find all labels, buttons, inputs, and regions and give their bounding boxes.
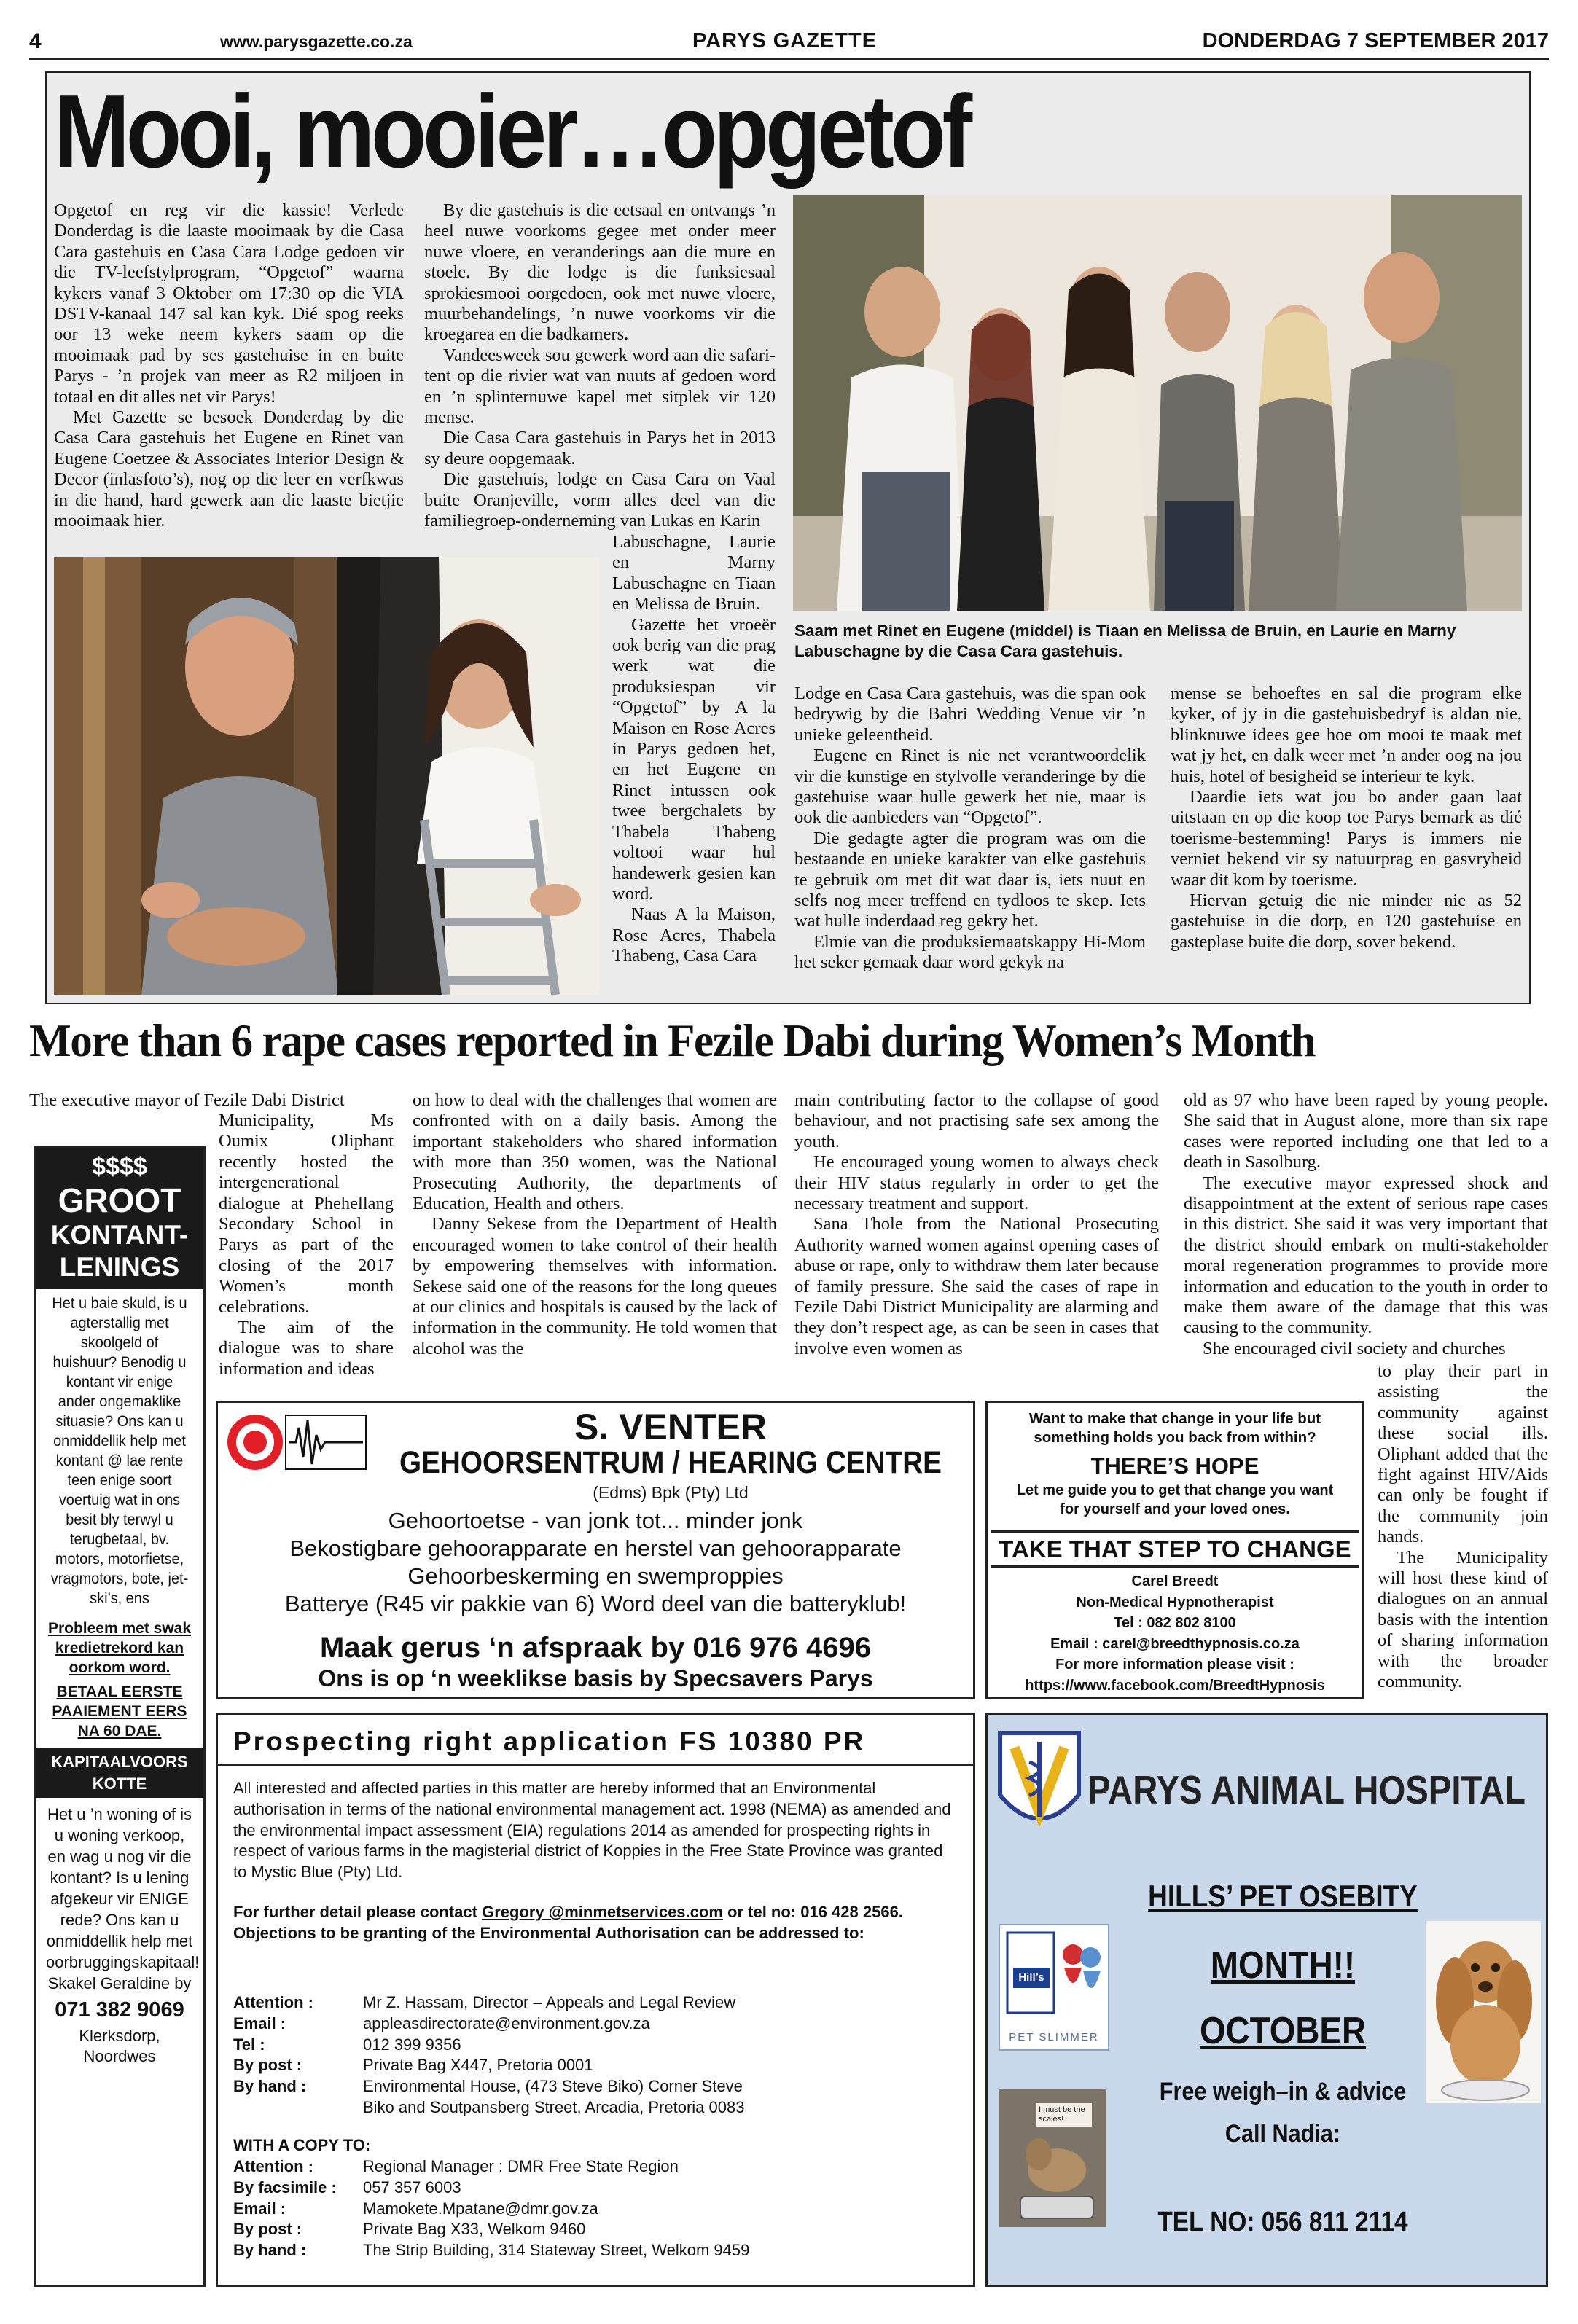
pr-row — [233, 2156, 962, 2178]
pr-value: Private Bag X33, Welkom 9460 — [363, 2220, 586, 2239]
rape-p9: The executive mayor expressed shock and disappointment at the extent of serious rape cases in this district. She said it was very important that the district should embark on multi-stakeholder moral regeneration programmes to provide more information and education to the youth in order to make them aware of the damage that this was causing to the community. — [1184, 1173, 1548, 1338]
photo-rinet-art — [337, 557, 599, 995]
prospecting-title-rule — [217, 1764, 974, 1766]
loan-phone: 071 382 9069 — [55, 1998, 184, 2022]
prospecting-copy-heading: WITH A COPY TO: — [233, 2136, 371, 2154]
rape-p11: to play their part in assisting the community against these social ills. Oliphant added that the fight against HIV/Aids can only be fought if the community join hands. — [1378, 1361, 1548, 1547]
hearing-lines — [219, 1507, 972, 1618]
hypno-title: Non-Medical Hypnotherapist — [1076, 1594, 1274, 1611]
rape-p3: on how to deal with the challenges that women are confronted with on a daily basis. Among the important stakeholders who shared information with more than 350 women, was the National Prosecuting Authority, the departments of Education, Health and others. — [413, 1090, 777, 1214]
feature-headline: Mooi, mooier…opgetof — [54, 74, 969, 189]
pr-value: Mr Z. Hassam, Director – Appeals and Legal Review — [363, 1993, 736, 2011]
dog-scale-note: I must be the scales! — [1036, 2103, 1092, 2127]
pr-label: By post : — [233, 2056, 302, 2075]
pr-row — [233, 2240, 962, 2261]
dog-on-scale-art — [999, 2089, 1106, 2227]
loan-town: Klerksdorp, Noordwes — [79, 2027, 160, 2065]
prospecting-rows-1 — [233, 1992, 962, 2118]
rape-col-2 — [413, 1090, 777, 1359]
pr-value: Mamokete.Mpatane@dmr.gov.za — [363, 2199, 598, 2218]
hypno-email: Email : carel@breedthypnosis.co.za — [1050, 1635, 1300, 1652]
feature-p5: Die Casa Cara gastehuis in Parys het in 2013 sy deure oopgemaak. — [424, 428, 776, 469]
hypno-name: Carel Breedt — [1131, 1573, 1219, 1589]
pr-label: By hand : — [233, 2077, 307, 2096]
loan-pay: BETAAL EERSTE PAAIEMENT EERS NA 60 DAE. — [52, 1683, 187, 1740]
animal-call: Call Nadia: — [1224, 2120, 1341, 2148]
header-rule — [29, 58, 1549, 60]
pr-row — [233, 2014, 962, 2035]
loan-ad — [34, 1146, 206, 2287]
hills-slimmer: PET SLIMMER — [1009, 2031, 1099, 2043]
dog-scale-photo — [999, 2089, 1106, 2227]
feature-p10: Lodge en Casa Cara gastehuis, was die span ook bedrywig by die Bahri Wedding Venue vir ’n unieke geleentheid. — [794, 684, 1146, 745]
prospecting-title: Prospecting right application FS 10380 PR — [233, 1726, 866, 1756]
hearing-centre: GEHOORSENTRUM / HEARING CENTRE — [399, 1445, 942, 1480]
feature-p16: Hiervan getuig die nie minder nie as 52 gastehuise in die dorp, en 120 gastehuise en gasteplase buite die dorp, sover bekend. — [1171, 891, 1522, 952]
animal-month: MONTH!! — [1210, 1944, 1356, 1987]
rape-p2: The aim of the dialogue was to share information and ideas — [219, 1318, 394, 1379]
website: www.parysgazette.co.za — [220, 32, 413, 51]
loan-groot: GROOT — [58, 1181, 181, 1219]
feature-col-4 — [1171, 684, 1522, 952]
hypno-question: Want to make that change in your life but something holds you back from within? — [1028, 1410, 1321, 1446]
rape-p12: The Municipality will host these kind of dialogues on an annual basis with the intention of sharing information with the broader community. — [1378, 1547, 1548, 1692]
animal-hills: HILLS’ PET OSEBITY — [1148, 1879, 1418, 1913]
loan-ad-banner — [36, 1148, 203, 1289]
issue-date: DONDERDAG 7 SEPTEMBER 2017 — [1202, 29, 1549, 52]
feature-col-3 — [794, 684, 1146, 974]
rape-headline: More than 6 rape cases reported in Fezile Dabi during Women’s Month — [29, 1014, 1316, 1066]
pr-label: By facsimile : — [233, 2178, 337, 2196]
pr-label: By post : — [233, 2220, 302, 2239]
feature-p12: Die gedagte agter die program was om die bestaande en unieke karakter van elke gastehuis te gebruik om met dit wat daar is, iets nuut en selfs nog meer treffend en tydloos te skep. Iets wat hulle inderdaad reg gekry het. — [794, 828, 1146, 931]
feature-p2: Met Gazette se besoek Donderdag by die Casa Cara gastehuis het Eugene en Rinet van Eugene Coetzee & Associates Interior Design & Decor (inlasfoto’s), nog op die leer en verfkwas in die hand, hard gewerk aan die laaste bietjie mooimaak hier. — [54, 407, 404, 531]
feature-p11: Eugene en Rinet is nie net verantwoordelik vir die kunstige en stylvolle veranderinge by die gastehuise waar hulle gewerk het nie, maar is ook die aanbieders van “Opgetof”. — [794, 746, 1146, 828]
pr-label: Attention : — [233, 2157, 313, 2175]
prospecting-contact-post: or tel no: 016 428 2566. Objections to be granting of the Environmental Authorisation can be addressed to: — [233, 1903, 903, 1942]
pr-value: appleasdirectorate@environment.gov.za — [363, 2014, 650, 2032]
pr-row — [233, 2035, 962, 2056]
hypno-rule-top — [991, 1530, 1359, 1533]
loan-lenings: LENINGS — [59, 1252, 180, 1282]
pr-value: Private Bag X447, Pretoria 0001 — [363, 2056, 593, 2075]
rape-col-1-top: The executive mayor of Fezile Dabi District — [29, 1090, 345, 1110]
pr-value: 012 399 9356 — [363, 2035, 461, 2054]
animal-free: Free weigh–in & advice — [1159, 2078, 1407, 2105]
hypno-contact — [988, 1571, 1362, 1696]
animal-title: PARYS ANIMAL HOSPITAL — [1087, 1767, 1526, 1812]
rape-p4: Danny Sekese from the Department of Health encouraged women to take control of their health by empowering themselves with information. Sekese said one of the reasons for the long queues at our clinics and hospitals is caused by the lack of information in the community. He told women that alcohol was the — [413, 1214, 777, 1358]
feature-p6: Die gastehuis, lodge en Casa Cara on Vaal buite Oranjeville, vorm alles deel van die familiegroep-onderneming van Lukas en Karin — [424, 469, 776, 531]
feature-col-2-narrow — [612, 532, 776, 967]
loan-body-1: Het u baie skuld, is u agterstallig met skoolgeld of huishuur? Benodig u kontant vir enige ander ongemaklike situasie? Ons kan u onmiddellik help met kontant @ lae rente teen enige soort voertuig wat in ons besit bly terwyl u terugbetaal, bv. motors, motorfietse, vragmotors, bote, jet-ski’s, ens — [50, 1295, 189, 1607]
feature-p1: Opgetof en reg vir die kassie! Verlede Donderdag is die laaste mooimaak by die Casa Cara gastehuis en Casa Cara Lodge gedoen vir die TV-leefstylprogram, “Opgetof” waarna kykers vanaf 3 Oktober om 17:30 op die VIA DSTV-kanaal 147 sal kan kyk. Dié spog reeks oor 13 weke neem kykers saam op die mooimaak pad by ses gastehuise in en buite Parys - ’n projek van meer as R2 miljoen in totaal en dit alles net vir Parys! — [54, 200, 404, 407]
pr-value: 057 357 6003 — [363, 2178, 461, 2196]
hearing-logo — [223, 1409, 369, 1475]
hearing-name: S. VENTER — [574, 1406, 767, 1447]
group-photo — [793, 195, 1522, 611]
pr-label: Email : — [233, 2014, 286, 2032]
hypno-guide: Let me guide you to get that change you want for yourself and your loved ones. — [1016, 1482, 1334, 1517]
inset-photo-rinet — [337, 557, 599, 995]
vet-logo — [993, 1726, 1086, 1842]
rape-p1: Municipality, Ms Oumix Oliphant recently hosted the intergenerational dialogue at Phehellang Secondary School in Parys as part of the closing of the 2017 Women’s month celebrations. — [219, 1111, 394, 1317]
group-photo-caption: Saam met Rinet en Eugene (middel) is Tiaan en Melissa de Bruin, en Laurie en Marny Labuschagne by die Casa Cara gastehuis. — [794, 622, 1456, 660]
loan-kontant: KONTANT- — [50, 1220, 189, 1250]
hypno-more: For more information please visit : — [1055, 1656, 1294, 1672]
spaniel-art — [1426, 1921, 1541, 2103]
loan-body-2: Het u ’n woning of is u woning verkoop, en wag u nog vir die kontant? Is u lening afgekeur vir ENIGE rede? Ons kan u onmiddellik help met oorbruggingskapitaal! Skakel Geraldine by — [46, 1805, 200, 1992]
inset-photo-eugene — [54, 557, 349, 995]
hills-pets-icon — [1000, 1925, 1108, 2027]
pr-row — [233, 2199, 962, 2220]
rape-p10: She encouraged civil society and churches — [1203, 1338, 1506, 1358]
prospecting-contact-email[interactable]: Gregory @minmetservices.com — [482, 1903, 723, 1921]
loan-dollars: $$$$ — [92, 1153, 147, 1181]
pr-value: Environmental House, (473 Steve Biko) Corner Steve Biko and Soutpansberg Street, Arcadia, Pretoria 0083 — [363, 2077, 745, 2116]
rape-p7: Sana Thole from the National Prosecuting Authority warned women against opening cases of abuse or rape, only to withdraw them later because of family pressure. She said the cases of rape in Fezile Dabi District Municipality are alarming and they don’t respect age, as can be seen in cases that involve even women as — [794, 1214, 1159, 1358]
pr-row — [233, 2055, 962, 2076]
feature-p13: Elmie van die produksiemaatskappy Hi-Mom het seker gemaak daar word gekyk na — [794, 931, 1146, 973]
hearing-line-2: Bekostigbare gehoorapparate en herstel van gehoorapparate — [289, 1535, 902, 1561]
hypno-url: https://www.facebook.com/BreedtHypnosis — [1025, 1677, 1325, 1694]
group-photo-art — [793, 195, 1522, 611]
hearing-line-4: Batterye (R45 vir pakkie van 6) Word deel van die batteryklub! — [284, 1591, 907, 1616]
hills-brand: Hill’s — [1013, 1968, 1050, 1988]
rape-p8: old as 97 who have been raped by young people. She said that in August alone, more than six rape cases were reported including one that led to a death in Sasolburg. — [1184, 1090, 1548, 1173]
animal-tel: TEL NO: 056 811 2114 — [1157, 2207, 1408, 2237]
feature-col-2 — [424, 200, 776, 532]
rape-col-3 — [794, 1090, 1159, 1359]
hearing-ear-icon — [223, 1409, 369, 1475]
vet-shield-icon — [993, 1726, 1086, 1842]
hypno-hope: THERE’S HOPE — [1090, 1453, 1259, 1479]
pr-value: Regional Manager : DMR Free State Region — [363, 2157, 679, 2175]
prospecting-contact — [233, 1902, 959, 1944]
hearing-weekly: Ons is op ‘n weeklikse basis by Specsavers Parys — [318, 1665, 873, 1691]
feature-p15: Daardie iets wat jou bo ander gaan laat uitstaan en op die koop toe Parys bemark as dié toerisme-bestemming! Parys is immers nie verniet bekend vir sy natuurprag en gasvryheid waar dit kom by toerisme. — [1171, 787, 1522, 890]
paper-name: PARYS GAZETTE — [692, 29, 878, 52]
feature-p7: Labuschagne, Laurie en Marny Labuschagne en Tiaan en Melissa de Bruin. — [612, 532, 776, 614]
feature-p14: mense se behoeftes en sal die program elke kyker, of jy in die gastehuisbedryf is aldan nie, blinknuwe idees gee hoe om mooi te maak met wat jy het, en dalk weer met ’n ander oog na jou huis, hotel of besigheid se interieur te kyk. — [1171, 684, 1522, 786]
rape-col-4 — [1184, 1090, 1548, 1359]
loan-credit: Probleem met swak kredietrekord kan oorkom word. — [47, 1620, 192, 1676]
rape-p6: He encouraged young women to always check their HIV status regularly in order to get the necessary treatment and support. — [794, 1152, 1159, 1214]
feature-col-1 — [54, 200, 404, 532]
hills-pet-slimmer-box — [999, 1924, 1109, 2051]
feature-p3: By die gastehuis is die eetsaal en ontvangs ’n heel nuwe voorkoms gegee met onder meer nuwe vloere, en veranderings aan die mure en stoele. By die lodge is die funksiesaal sprokiesmooi oorgedoen, ook met nuwe vloere, muurbehandelings, ’n nuwe voorkoms vir die kroegarea en die badkamers. — [424, 200, 776, 345]
hypno-tel: Tel : 082 802 8100 — [1114, 1615, 1236, 1631]
pr-label: Attention : — [233, 1993, 313, 2011]
pr-label: By hand : — [233, 2241, 307, 2260]
rape-col-1 — [219, 1111, 394, 1380]
hypno-step: TAKE THAT STEP TO CHANGE — [999, 1535, 1351, 1562]
hearing-appointment: Maak gerus ‘n afspraak by 016 976 4696 — [319, 1632, 871, 1664]
spaniel-photo — [1426, 1921, 1541, 2103]
photo-eugene-art — [54, 557, 349, 995]
pr-value: The Strip Building, 314 Stateway Street, Welkom 9459 — [363, 2241, 750, 2260]
feature-p9: Naas A la Maison, Rose Acres, Thabela Thabeng, Casa Cara — [612, 904, 776, 966]
pr-row — [233, 1992, 962, 2014]
feature-p4: Vandeesweek sou gewerk word aan die safari-tent op die rivier wat van nuuts af gedoen word en ’n splinternuwe kapel met sitplek vir 120 mense. — [424, 345, 776, 428]
prospecting-rows-2 — [233, 2156, 962, 2261]
feature-p8: Gazette het vroeër ook berig van die prag werk wat die produksiespan vir “Opgetof” by A la Maison en Rose Acres in Parys gedoen het, en het Eugene en Rinet intussen ook twee bergchalets by Thabela Thabeng voltooi waar hul handewerk gesien kan word. — [612, 614, 776, 904]
page-number: 4 — [29, 29, 42, 53]
hearing-company: (Edms) Bpk (Pty) Ltd — [593, 1483, 749, 1502]
pr-row — [233, 2178, 962, 2199]
pr-row — [233, 2219, 962, 2240]
hearing-line-3: Gehoorbeskerming en swemproppies — [407, 1563, 784, 1589]
loan-kapitaal: KAPITAALVOORSKOTTE — [36, 1748, 203, 1798]
rape-col-4-narrow — [1378, 1361, 1548, 1693]
pr-label: Tel : — [233, 2035, 265, 2054]
prospecting-body: All interested and affected parties in this matter are hereby informed that an Environmental authorisation in terms of the national environmental management act. 1998 (NEMA) as amended and the environmental impact assessment (EIA) regulations 2014 as amended for prospecting rights in respect of various farms in the magisterial district of Koppies in the Free State Province was granted to Mystic Blue (Pty) Ltd. — [233, 1779, 951, 1882]
pr-label: Email : — [233, 2199, 286, 2218]
animal-october: OCTOBER — [1200, 2010, 1366, 2052]
pr-row — [233, 2076, 962, 2118]
hearing-line-1: Gehoortoetse - van jonk tot... minder jonk — [388, 1508, 803, 1533]
hypno-rule-bottom — [991, 1565, 1359, 1568]
prospecting-contact-pre: For further detail please contact — [233, 1903, 483, 1921]
rape-p5: main contributing factor to the collapse of good behaviour, and not practising safe sex among the youth. — [794, 1090, 1159, 1151]
